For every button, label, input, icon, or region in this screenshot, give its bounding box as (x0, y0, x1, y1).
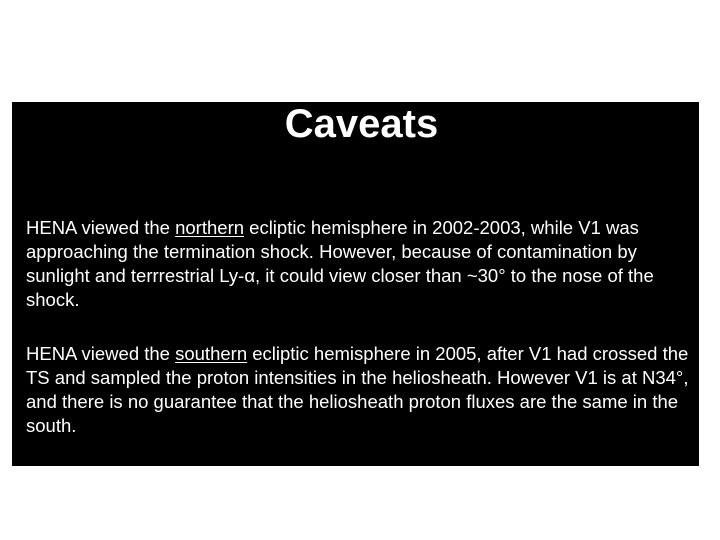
paragraph-text: ecliptic hemisphere in 2005, after V1 had crossed the TS and sampled the proton intensities in the heliosheath. However V1 is at N34°, and there is no guarantee that the heliosheath proton fluxes are the same in the south. (26, 343, 689, 436)
paragraph-text: HENA viewed the (26, 343, 176, 364)
underlined-term: southern (175, 343, 248, 364)
slide-panel (12, 102, 699, 466)
underlined-term: northern (175, 217, 245, 238)
paragraph-southern (26, 342, 694, 438)
paragraph-text: HENA viewed the (26, 217, 176, 238)
slide-title: Caveats (284, 102, 439, 146)
paragraph-northern (26, 216, 694, 312)
paragraph-text: ecliptic hemisphere in 2002-2003, while V1 was approaching the termination shock. However, because of contamination by sunlight and terrrestrial Ly-α, it could view closer than ~30° to the nose of the shock. (26, 217, 654, 310)
